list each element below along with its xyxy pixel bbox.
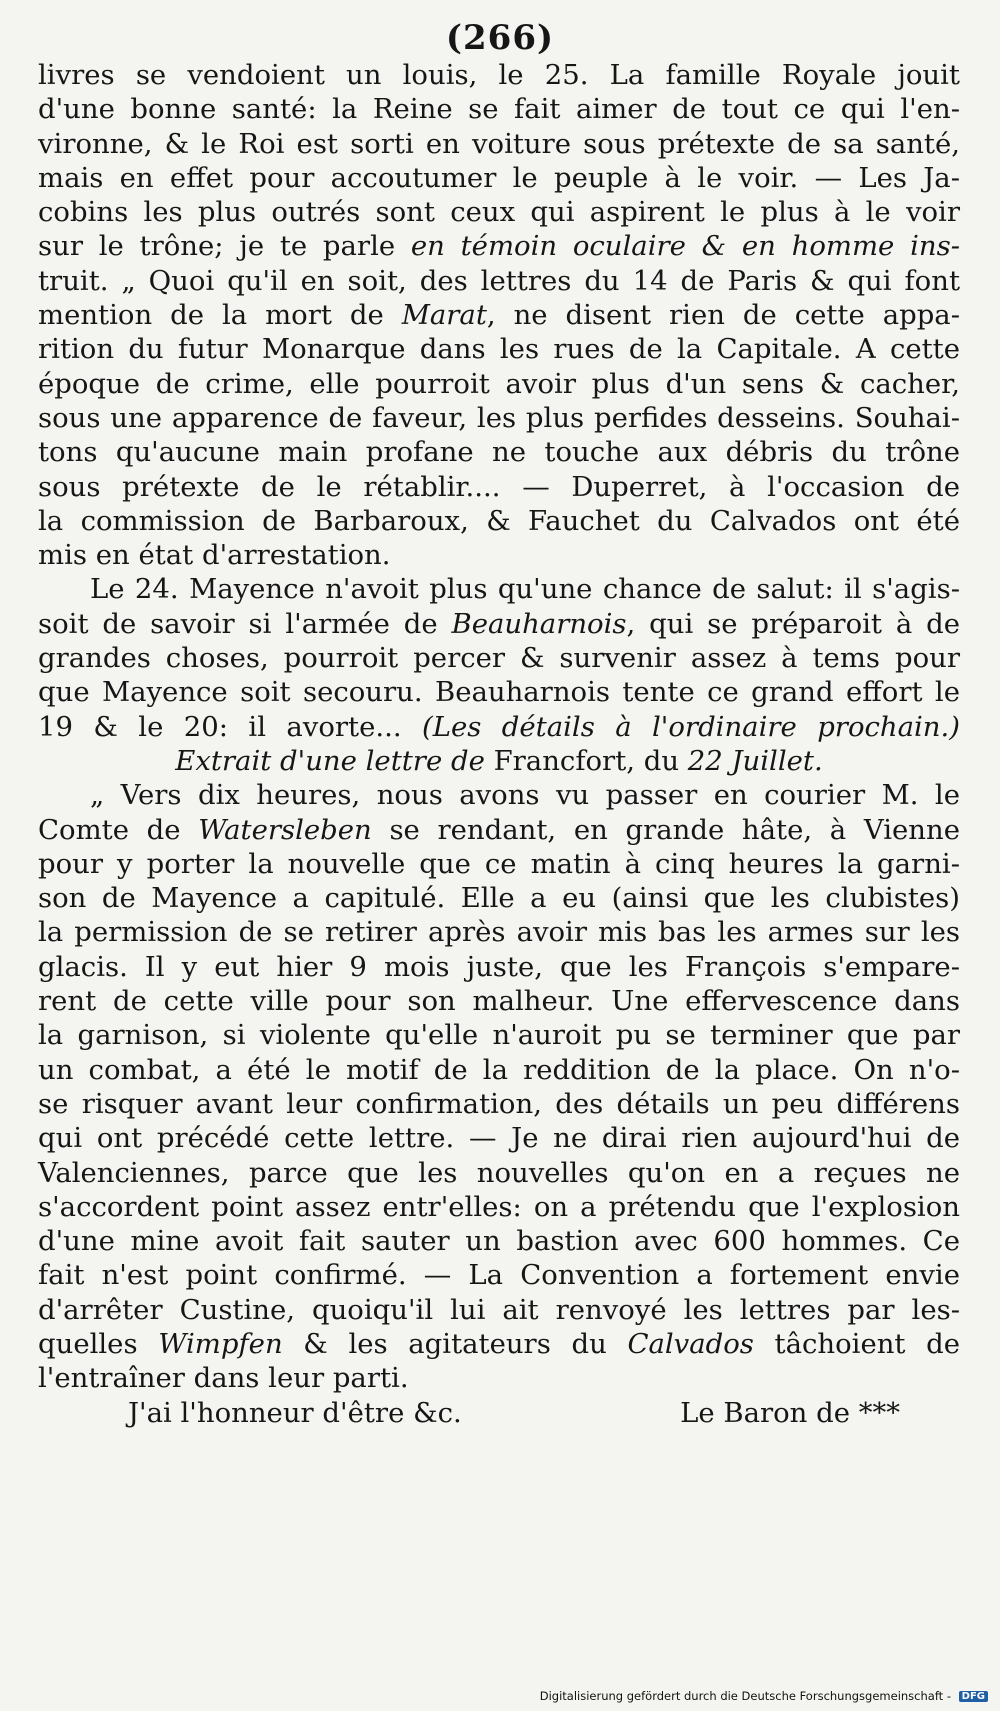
text-line: tons qu'aucune main profane ne touche aux débris du trône [38, 436, 960, 469]
text-line: rent de cette ville pour son malheur. Une effervescence dans [38, 985, 960, 1018]
text-line: son de Mayence a capitulé. Elle a eu (ainsi que les clubistes) [38, 882, 960, 915]
text-line: qui ont précédé cette lettre. — Je ne dirai rien aujourd'hui de [38, 1122, 960, 1155]
digitization-footer [0, 1689, 1000, 1703]
text-line: d'une mine avoit fait sauter un bastion avec 600 hommes. Ce [38, 1225, 960, 1258]
letter-heading: Extrait d'une lettre de Francfort, du 22 Juillet. [175, 744, 823, 777]
text-line: mis en état d'arrestation. [38, 539, 391, 572]
text-line: époque de crime, elle pourroit avoir plus d'un sens & cacher, [38, 367, 960, 400]
text-line: se risquer avant leur confirmation, des détails un peu différens [38, 1087, 960, 1120]
text-line: mention de la mort de Marat, ne disent rien de cette appa- [38, 299, 960, 332]
text-line: livres se vendoient un louis, le 25. La famille Royale jouit [38, 59, 960, 91]
text-line: l'entraîner dans leur parti. [38, 1362, 409, 1395]
text-line: pour y porter la nouvelle que ce matin à cinq heures la garni- [38, 847, 960, 880]
text-line: s'accordent point assez entr'elles: on a prétendu que l'explosion [38, 1190, 960, 1223]
text-line: sous une apparence de faveur, les plus perfides desseins. Souhai- [38, 401, 960, 434]
text-line: Comte de Watersleben se rendant, en grande hâte, à Vienne [38, 813, 960, 846]
signoff [38, 1396, 960, 1430]
signoff-left: J'ai l'honneur d'être &c. [128, 1396, 462, 1429]
text-line: rition du futur Monarque dans les rues de la Capitale. A cette [38, 333, 960, 366]
text-line: la commission de Barbaroux, & Fauchet du Calvados ont été [38, 504, 960, 537]
footer-text: Digitalisierung gefördert durch die Deutsche Forschungsgemeinschaft - [539, 1689, 951, 1703]
signoff-right: Le Baron de *** [680, 1396, 900, 1429]
page-number: (266) [445, 18, 555, 58]
text-line: que Mayence soit secouru. Beauharnois tente ce grand effort le [38, 676, 960, 709]
text-line: truit. „ Quoi qu'il en soit, des lettres du 14 de Paris & qui font [38, 264, 960, 297]
text-line: 19 & le 20: il avorte... (Les détails à l'ordinaire prochain.) [38, 710, 960, 743]
text-line: d'arrêter Custine, quoiqu'il lui ait renvoyé les lettres par les- [38, 1293, 960, 1326]
text-line: Le 24. Mayence n'avoit plus qu'une chance de salut: il s'agis- [90, 573, 960, 606]
text-line: mais en effet pour accoutumer le peuple à le voir. — Les Ja- [38, 161, 960, 194]
text-line: quelles Wimpfen & les agitateurs du Calvados tâchoient de [38, 1327, 961, 1360]
text-line: cobins les plus outrés sont ceux qui aspirent le plus à le voir [38, 196, 960, 229]
body-text [38, 58, 960, 1430]
text-line: grandes choses, pourroit percer & survenir assez à tems pour [38, 642, 960, 675]
text-line: soit de savoir si l'armée de Beauharnois, qui se préparoit à de [38, 607, 960, 640]
text-line: d'une bonne santé: la Reine se fait aimer de tout ce qui l'en- [38, 93, 960, 126]
text-line: „ Vers dix heures, nous avons vu passer en courier M. le [90, 779, 960, 812]
text-line: glacis. Il y eut hier 9 mois juste, que les François s'empare- [38, 950, 960, 983]
text-line: sur le trône; je te parle en témoin oculaire & en homme ins- [38, 230, 960, 263]
dfg-logo: DFG [959, 1691, 988, 1702]
text-line: Valenciennes, parce que les nouvelles qu'on en a reçues ne [38, 1156, 960, 1189]
text-line: un combat, a été le motif de la reddition de la place. On n'o- [38, 1053, 960, 1086]
text-line: la permission de se retirer après avoir mis bas les armes sur les [38, 916, 960, 949]
text-line: fait n'est point confirmé. — La Convention a fortement envie [38, 1259, 960, 1292]
text-line: la garnison, si violente qu'elle n'auroit pu se terminer que par [38, 1019, 960, 1052]
text-line: vironne, & le Roi est sorti en voiture sous prétexte de sa santé, [38, 127, 960, 160]
text-line: sous prétexte de le rétablir.... — Duperret, à l'occasion de [38, 470, 960, 503]
